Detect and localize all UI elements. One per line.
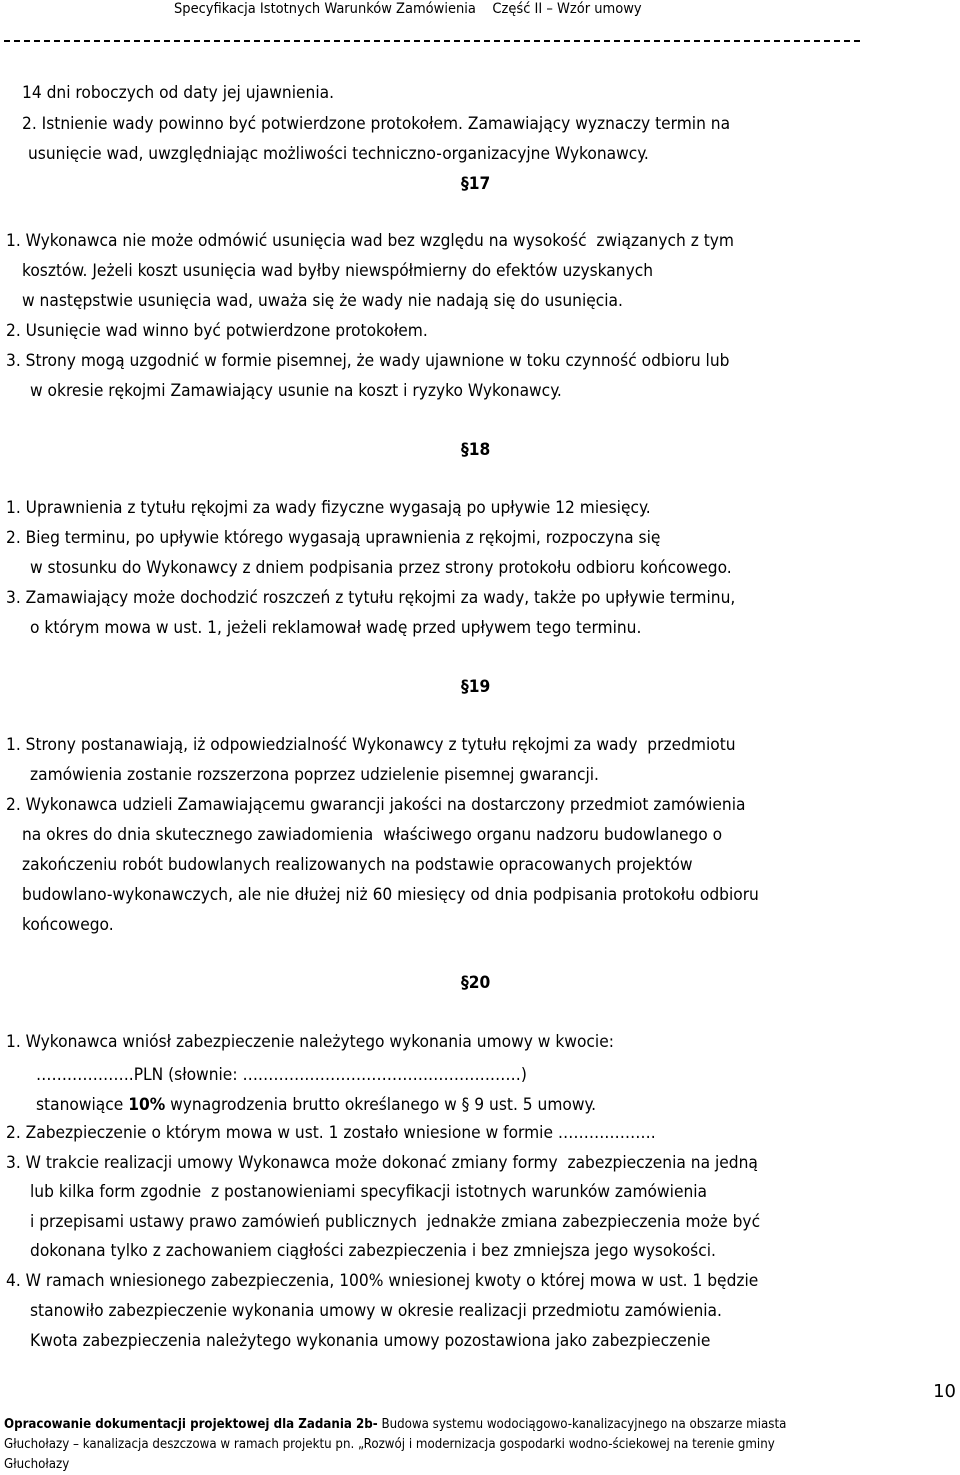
footer-title-rest: Budowa systemu wodociągowo-kanalizacyjnego na obszarze miasta [377,1417,787,1432]
text-fragment: stanowiące [36,1095,129,1115]
footer-title: Opracowanie dokumentacji projektowej dla Zadania 2b- [4,1417,378,1432]
text-line: o którym mowa w ust. 1, jeżeli reklamował wadę przed upływem tego terminu. [30,618,642,638]
text-line: 14 dni roboczych od daty jej ujawnienia. [22,83,335,103]
section-heading: §18 [461,440,491,460]
section-heading: §19 [461,677,491,697]
text-line: w następstwie usunięcia wad, uważa się że wady nie nadają się do usunięcia. [22,291,623,311]
text-line: 1. Strony postanawiają, iż odpowiedzialność Wykonawcy z tytułu rękojmi za wady przedmiotu [6,735,736,755]
text-line: zakończeniu robót budowlanych realizowanych na podstawie opracowanych projektów [22,855,693,875]
page-header: Specyfikacja Istotnych Warunków Zamówienia Część II – Wzór umowy [174,1,642,17]
text-line: lub kilka form zgodnie z postanowieniami specyfikacji istotnych warunków zamówienia [30,1182,708,1202]
text-line: 3. Zamawiający może dochodzić roszczeń z tytułu rękojmi za wady, także po upływie terminu, [6,588,736,608]
text-line: 2. Wykonawca udzieli Zamawiającemu gwarancji jakości na dostarczony przedmiot zamówienia [6,795,746,815]
text-line: usunięcie wad, uwzględniając możliwości techniczno-organizacyjne Wykonawcy. [28,144,649,164]
text-line: w stosunku do Wykonawcy z dniem podpisania przez strony protokołu odbioru końcowego. [30,558,732,578]
text-line: 4. W ramach wniesionego zabezpieczenia, 100% wniesionej kwoty o której mowa w ust. 1 będzie [6,1271,759,1291]
text-line: kosztów. Jeżeli koszt usunięcia wad byłby niewspółmierny do efektów uzyskanych [22,261,654,281]
bold-fragment: 10% [128,1095,166,1115]
text-line [36,1094,596,1116]
text-line: 1. Uprawnienia z tytułu rękojmi za wady fizyczne wygasają po upływie 12 miesięcy. [6,498,651,518]
footer-line-2: Głuchołazy – kanalizacja deszczowa w ramach projektu pn. „Rozwój i modernizacja gospodarki wodno-ściekowej na terenie gminy [4,1437,775,1452]
text-line: budowlano-wykonawczych, ale nie dłużej niż 60 miesięcy od dnia podpisania protokołu odbioru [22,885,759,905]
section-heading: §20 [461,973,491,993]
text-line: dokonana tylko z zachowaniem ciągłości zabezpieczenia i bez zmniejsza jego wysokości. [30,1241,716,1261]
text-line: 2. Istnienie wady powinno być potwierdzone protokołem. Zamawiający wyznaczy termin na [22,114,731,134]
text-line: 3. W trakcie realizacji umowy Wykonawca może dokonać zmiany formy zabezpieczenia na jedną [6,1153,758,1173]
text-line: stanowiło zabezpieczenie wykonania umowy w okresie realizacji przedmiotu zamówienia. [30,1301,722,1321]
text-line: 2. Bieg terminu, po upływie którego wygasają uprawnienia z rękojmi, rozpoczyna się [6,528,661,548]
footer-line-3: Głuchołazy [4,1457,70,1472]
text-line: 2. Usunięcie wad winno być potwierdzone protokołem. [6,321,428,341]
text-line: i przepisami ustawy prawo zamówień publicznych jednakże zmiana zabezpieczenia może być [30,1212,761,1232]
text-line: ……………….PLN (słownie: ………………………………………………) [36,1065,527,1085]
text-line: zamówienia zostanie rozszerzona poprzez udzielenie pisemnej gwarancji. [30,765,599,785]
text-line: Kwota zabezpieczenia należytego wykonania umowy pozostawiona jako zabezpieczenie [30,1331,711,1351]
text-line: końcowego. [22,915,114,935]
text-line: 1. Wykonawca nie może odmówić usunięcia wad bez względu na wysokość związanych z tym [6,231,735,251]
text-line: 1. Wykonawca wniósł zabezpieczenie należytego wykonania umowy w kwocie: [6,1032,614,1052]
footer-line-1 [4,1416,786,1433]
text-line: 3. Strony mogą uzgodnić w formie pisemnej, że wady ujawnione w toku czynność odbioru lub [6,351,730,371]
section-heading: §17 [461,174,491,194]
page-number: 10 [933,1381,956,1402]
header-separator [4,35,864,47]
text-fragment: wynagrodzenia brutto określanego w § 9 ust. 5 umowy. [165,1095,597,1115]
text-line: 2. Zabezpieczenie o którym mowa w ust. 1 zostało wniesione w formie ………………. [6,1123,656,1143]
text-line: w okresie rękojmi Zamawiający usunie na koszt i ryzyko Wykonawcy. [30,381,562,401]
text-line: na okres do dnia skutecznego zawiadomienia właściwego organu nadzoru budowlanego o [22,825,723,845]
